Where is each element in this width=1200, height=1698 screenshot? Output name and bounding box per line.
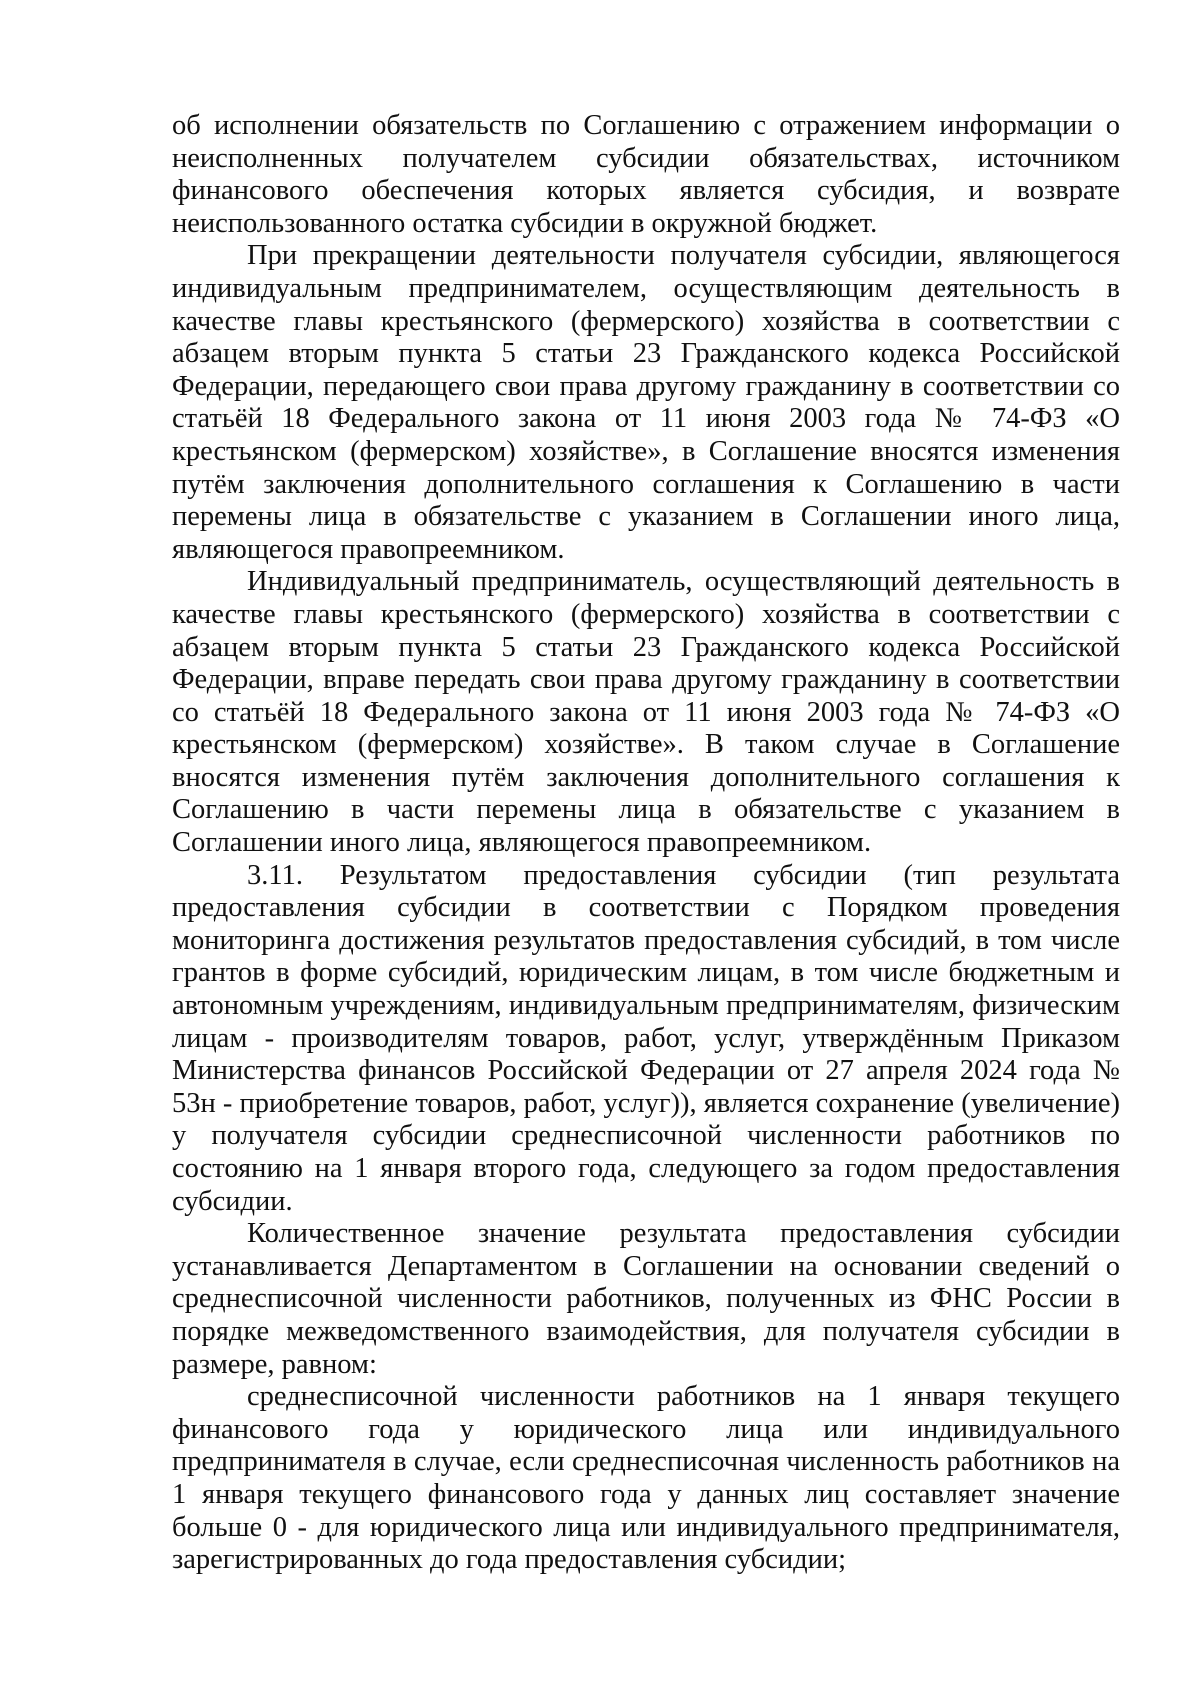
paragraph-termination-of-activity: При прекращении деятельности получателя субсидии, являющегося индивидуальным предпринимателем, осуществляющим деятельность в качестве главы крестьянского (фермерского) хозяйства в соответствии с абзацем вторым пункта 5 статьи 23 Гражданского кодекса Российской Федерации, передающего свои права другому гражданину в соответствии со статьёй 18 Федерального закона от 11 июня 2003 года № 74-ФЗ «О крестьянском (фермерском) хозяйстве», в Соглашение вносятся изменения путём заключения дополнительного соглашения к Соглашению в части перемены лица в обязательстве с указанием в Соглашении иного лица, являющегося правопреемником.: [172, 240, 1120, 565]
paragraph-average-headcount: среднесписочной численности работников на 1 января текущего финансового года у юридического лица или индивидуального предпринимателя в случае, если среднесписочная численность работников на 1 января текущего финансового года у данных лиц составляет значение больше 0 - для юридического лица или индивидуального предпринимателя, зарегистрированных до года предоставления субсидии;: [172, 1381, 1120, 1576]
paragraph-quantitative-value: Количественное значение результата предоставления субсидии устанавливается Департаментом в Соглашении на основании сведений о среднесписочной численности работников, полученных из ФНС России в порядке межведомственного взаимодействия, для получателя субсидии в размере, равном:: [172, 1218, 1120, 1380]
paragraph-transfer-of-rights: Индивидуальный предприниматель, осуществляющий деятельность в качестве главы крестьянского (фермерского) хозяйства в соответствии с абзацем вторым пункта 5 статьи 23 Гражданского кодекса Российской Федерации, вправе передать свои права другому гражданину в соответствии со статьёй 18 Федерального закона от 11 июня 2003 года № 74-ФЗ «О крестьянском (фермерском) хозяйстве». В таком случае в Соглашение вносятся изменения путём заключения дополнительного соглашения к Соглашению в части перемены лица в обязательстве с указанием в Соглашении иного лица, являющегося правопреемником.: [172, 566, 1120, 859]
paragraph-3-11-result: 3.11. Результатом предоставления субсидии (тип результата предоставления субсидии в соответствии с Порядком проведения мониторинга достижения результатов предоставления субсидий, в том числе грантов в форме субсидий, юридическим лицам, в том числе бюджетным и автономным учреждениям, индивидуальным предпринимателям, физическим лицам - производителям товаров, работ, услуг, утверждённым Приказом Министерства финансов Российской Федерации от 27 апреля 2024 года № 53н - приобретение товаров, работ, услуг)), является сохранение (увеличение) у получателя субсидии среднесписочной численности работников по состоянию на 1 января второго года, следующего за годом предоставления субсидии.: [172, 859, 1120, 1217]
paragraph-obligations-report: об исполнении обязательств по Соглашению с отражением информации о неисполненных получателем субсидии обязательствах, источником финансового обеспечения которых является субсидия, и возврате неиспользованного остатка субсидии в окружной бюджет.: [172, 110, 1120, 239]
document-page: [172, 110, 1120, 1577]
